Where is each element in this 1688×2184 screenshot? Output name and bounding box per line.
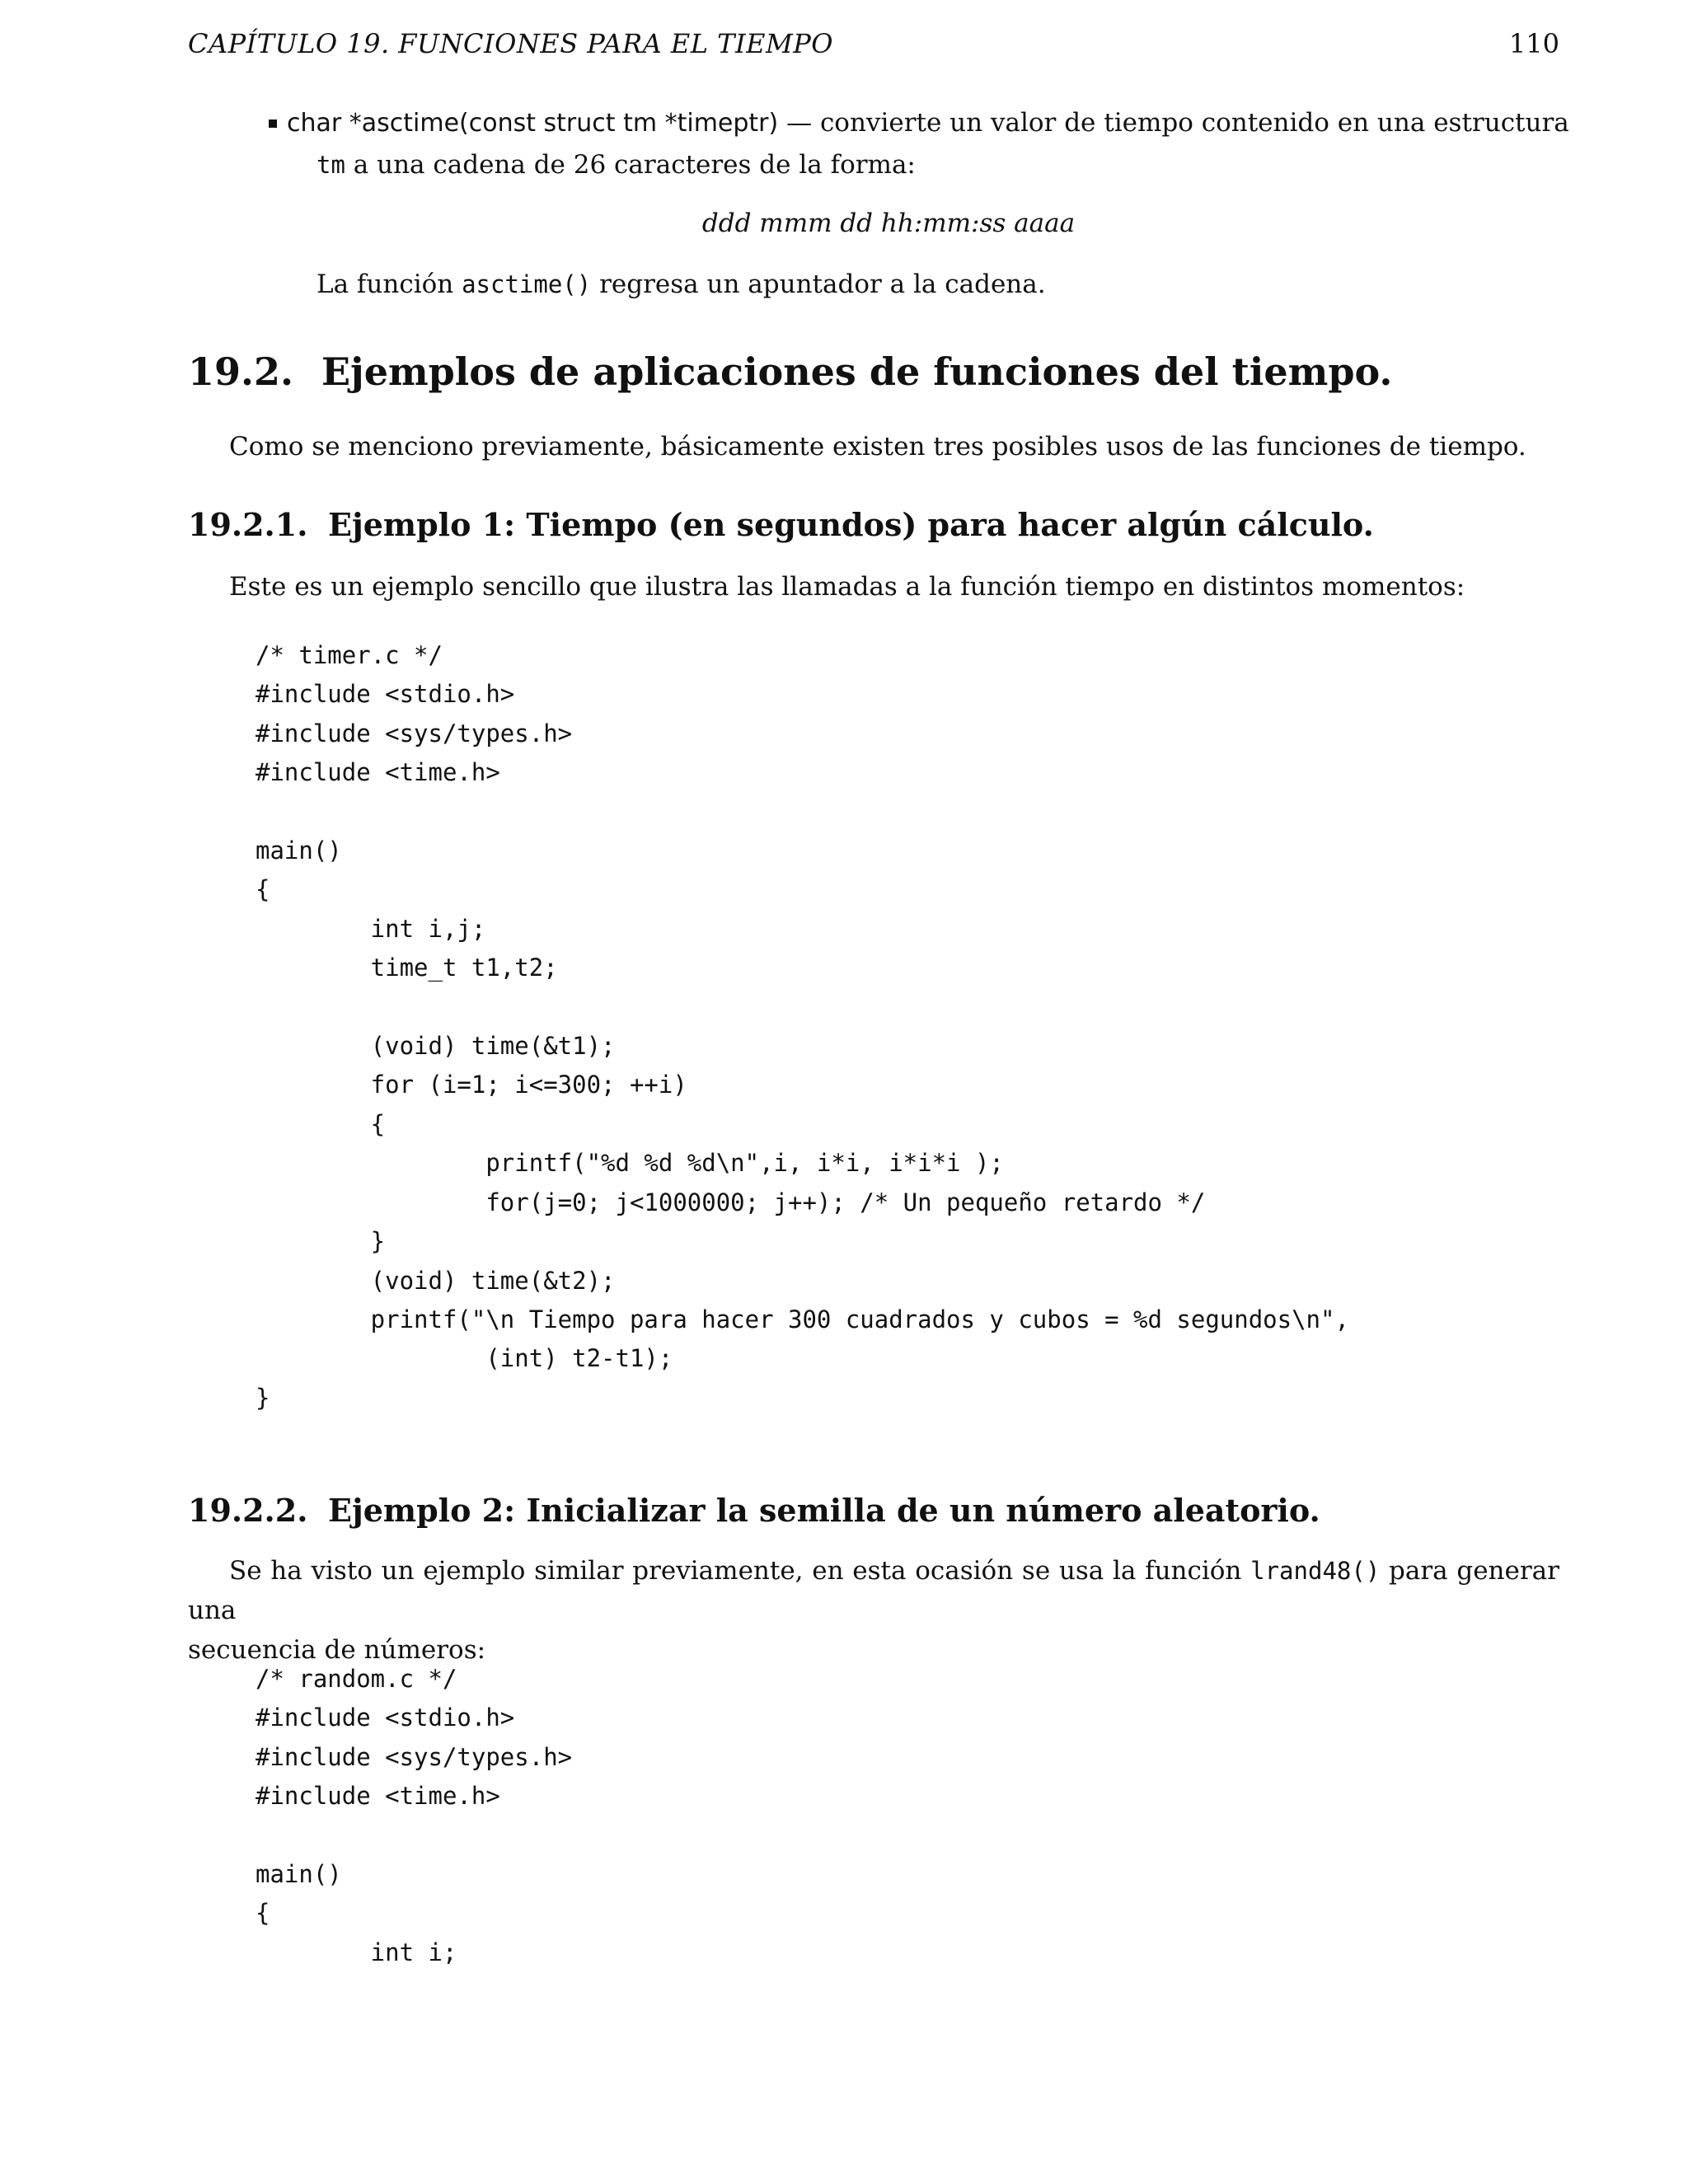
- example2-intro-line-1: [188, 1551, 1559, 1630]
- example1-intro-paragraph: Este es un ejemplo sencillo que ilustra las llamadas a la función tiempo en distintos momentos:: [229, 572, 1465, 602]
- example2-number: 19.2.2.: [188, 1492, 308, 1529]
- tm-type-name: tm: [316, 151, 345, 179]
- asctime-description-cont: a una cadena de 26 caracteres de la forma:: [345, 150, 916, 180]
- return-function-name: asctime(): [462, 270, 592, 298]
- example2-intro-suffix: para generar una: [188, 1556, 1559, 1625]
- page-number: 110: [1508, 28, 1559, 59]
- section-title: Ejemplos de aplicaciones de funciones del tiempo.: [321, 349, 1393, 394]
- lrand48-function-name: lrand48(): [1250, 1557, 1381, 1585]
- example2-title: Ejemplo 2: Inicializar la semilla de un número aleatorio.: [328, 1492, 1320, 1529]
- section-number: 19.2.: [188, 349, 294, 394]
- example1-title: Ejemplo 1: Tiempo (en segundos) para hacer algún cálculo.: [328, 506, 1374, 543]
- asctime-description: — convierte un valor de tiempo contenido en una estructura: [778, 108, 1569, 138]
- return-suffix: regresa un apuntador a la cadena.: [591, 269, 1046, 299]
- asctime-line-2: [287, 144, 1490, 185]
- asctime-return-note: [316, 264, 1046, 305]
- bullet-marker: [269, 120, 277, 128]
- chapter-title: CAPÍTULO 19. FUNCIONES PARA EL TIEMPO: [188, 28, 834, 59]
- asctime-signature: char *asctime(const struct tm *timeptr): [287, 109, 779, 138]
- example2-intro-prefix: Se ha visto un ejemplo similar previamente, en esta ocasión se usa la función: [229, 1556, 1251, 1586]
- example2-heading: [188, 1492, 1320, 1529]
- example1-heading: [188, 506, 1374, 543]
- example2-intro-line-2: secuencia de números:: [188, 1635, 486, 1665]
- example1-number: 19.2.1.: [188, 506, 308, 543]
- asctime-list-item: [287, 102, 1569, 185]
- section-intro-paragraph: Como se menciono previamente, básicamente existen tres posibles usos de las funciones de tiempo.: [229, 432, 1526, 462]
- section-heading: [188, 349, 1392, 394]
- date-format-display: ddd mmm dd hh:mm:ss aaaa: [701, 209, 1076, 238]
- return-prefix: La función: [316, 269, 462, 299]
- timer-code-listing: /* timer.c */ #include <stdio.h> #include <sys/types.h> #include <time.h> main() { int i,j; time_t t1,t2; (void) time(&t1); for (i=1; i<=300; ++i) { printf("%d %d %d\n",i, i*i, i*i*i ); for(j=0; j<1000000; j++); /* Un pequeño retardo */ } (void) time(&t2); printf("\n Tiempo para hacer 300 cuadrados y cubos = %d segundos\n", (int) t2-t1); }: [256, 641, 1349, 1412]
- asctime-line-1: [287, 102, 1569, 144]
- running-header: [188, 28, 1559, 66]
- random-code-listing: /* random.c */ #include <stdio.h> #include <sys/types.h> #include <time.h> main() { int i;: [256, 1665, 573, 1966]
- example2-intro-paragraph: [188, 1551, 1559, 1670]
